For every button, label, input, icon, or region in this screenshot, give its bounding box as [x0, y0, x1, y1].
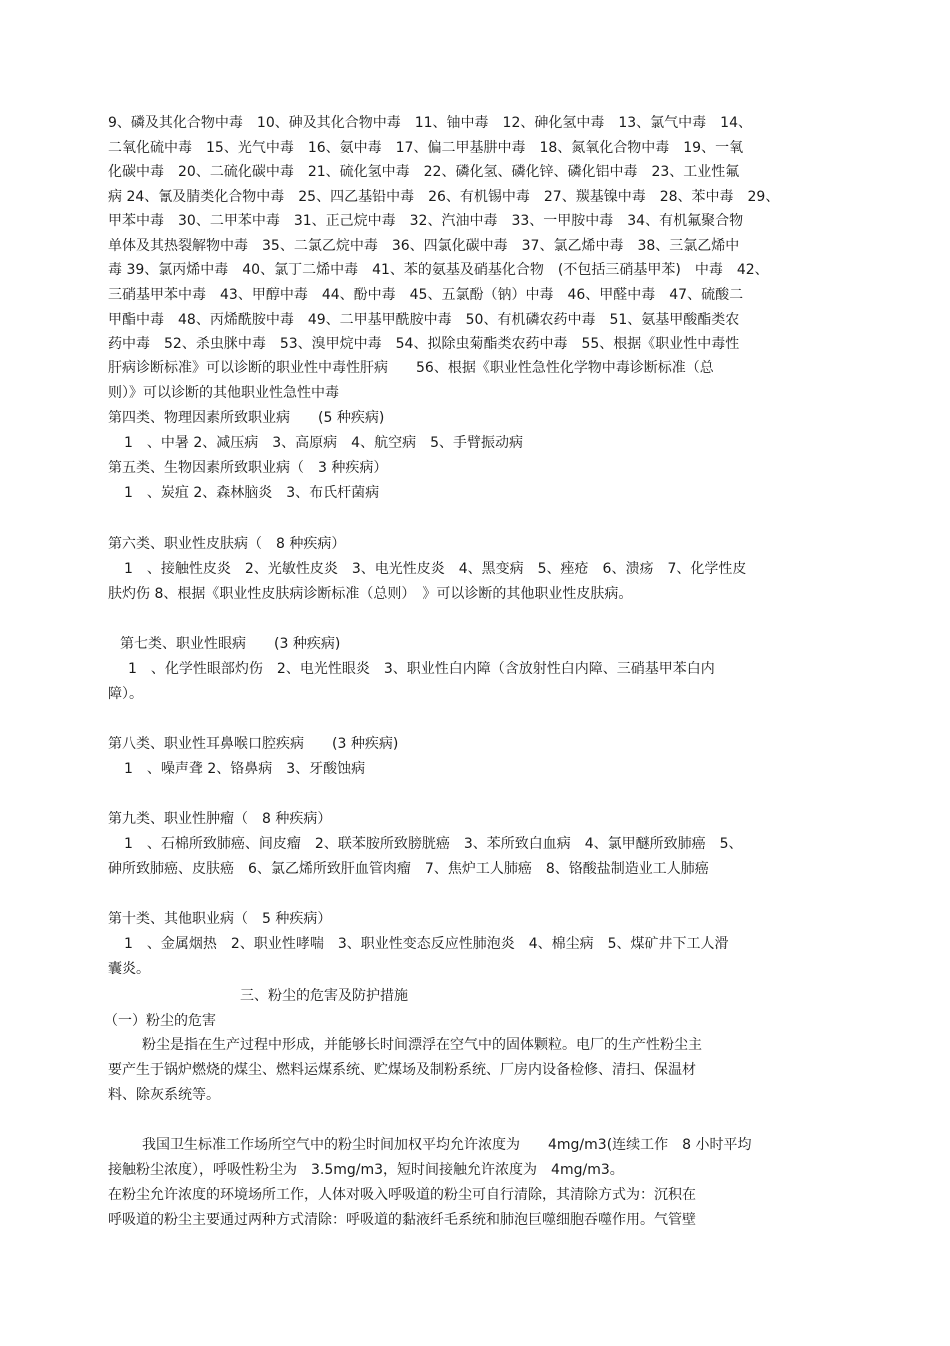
- section-heading: 第四类、物理因素所致职业病 (5 种疾病): [108, 410, 385, 426]
- sub-heading: （一）粉尘的危害: [104, 1013, 216, 1029]
- text-line: 囊炎。: [108, 961, 150, 977]
- text-line: 要产生于锅炉燃烧的煤尘、燃料运煤系统、贮煤场及制粉系统、厂房内设备检修、清扫、保温材: [108, 1062, 696, 1078]
- text-line: 单体及其热裂解物中毒 35、二氯乙烷中毒 36、四氯化碳中毒 37、氯乙烯中毒 38、三氯乙烯中: [108, 238, 740, 254]
- text-line: 砷所致肺癌、皮肤癌 6、氯乙烯所致肝血管肉瘤 7、焦炉工人肺癌 8、铬酸盐制造业工人肺癌: [108, 861, 709, 877]
- text-line: 药中毒 52、杀虫脒中毒 53、溴甲烷中毒 54、拟除虫菊酯类农药中毒 55、根据《职业性中毒性: [108, 336, 740, 352]
- text-line: 三硝基甲苯中毒 43、甲醇中毒 44、酚中毒 45、五氯酚（钠）中毒 46、甲醛中毒 47、硫酸二: [108, 287, 744, 303]
- text-line: 我国卫生标准工作场所空气中的粉尘时间加权平均允许浓度为 4mg/m3(连续工作 8 小时平均: [142, 1137, 752, 1153]
- text-line: 9、磷及其化合物中毒 10、砷及其化合物中毒 11、铀中毒 12、砷化氢中毒 13、氯气中毒 14、: [108, 115, 752, 131]
- section-heading: 第七类、职业性眼病 (3 种疾病): [120, 636, 341, 652]
- text-line: 肝病诊断标准》可以诊断的职业性中毒性肝病 56、根据《职业性急性化学物中毒诊断标准（总: [108, 360, 714, 376]
- section-heading: 第九类、职业性肿瘤（ 8 种疾病）: [108, 811, 332, 827]
- text-line: 肤灼伤 8、根据《职业性皮肤病诊断标准（总则） 》可以诊断的其他职业性皮肤病。: [108, 586, 633, 602]
- text-line: 1 、接触性皮炎 2、光敏性皮炎 3、电光性皮炎 4、黑变病 5、痤疮 6、溃疡 7、化学性皮: [124, 561, 747, 577]
- chapter-heading: 三、粉尘的危害及防护措施: [240, 988, 408, 1004]
- text-line: 1 、石棉所致肺癌、间皮瘤 2、联苯胺所致膀胱癌 3、苯所致白血病 4、氯甲醚所致肺癌 5、: [124, 836, 743, 852]
- text-line: 1 、金属烟热 2、职业性哮喘 3、职业性变态反应性肺泡炎 4、棉尘病 5、煤矿井下工人滑: [124, 936, 729, 952]
- text-line: 甲酯中毒 48、丙烯酰胺中毒 49、二甲基甲酰胺中毒 50、有机磷农药中毒 51、氨基甲酸酯类农: [108, 312, 740, 328]
- text-line: 毒 39、氯丙烯中毒 40、氯丁二烯中毒 41、苯的氨基及硝基化合物 (不包括三硝基甲苯) 中毒 42、: [108, 262, 769, 278]
- text-line: 呼吸道的粉尘主要通过两种方式清除：呼吸道的黏液纤毛系统和肺泡巨噬细胞吞噬作用。气管壁: [108, 1212, 696, 1228]
- text-line: 1 、炭疽 2、森林脑炎 3、布氏杆菌病: [124, 485, 380, 501]
- text-line: 二氧化硫中毒 15、光气中毒 16、氨中毒 17、偏二甲基肼中毒 18、氮氧化合物中毒 19、一氧: [108, 140, 744, 156]
- text-line: 1 、噪声聋 2、铬鼻病 3、牙酸蚀病: [124, 761, 366, 777]
- text-line: 1 、化学性眼部灼伤 2、电光性眼炎 3、职业性白内障（含放射性白内障、三硝基甲苯白内: [128, 661, 715, 677]
- text-line: 粉尘是指在生产过程中形成，并能够长时间漂浮在空气中的固体颗粒。电厂的生产性粉尘主: [142, 1037, 702, 1053]
- text-line: 病 24、氰及腈类化合物中毒 25、四乙基铅中毒 26、有机锡中毒 27、羰基镍中毒 28、苯中毒 29、: [108, 189, 780, 205]
- text-line: 接触粉尘浓度），呼吸性粉尘为 3.5mg/m3，短时间接触允许浓度为 4mg/m3。: [108, 1162, 624, 1178]
- text-line: 甲苯中毒 30、二甲苯中毒 31、正己烷中毒 32、汽油中毒 33、一甲胺中毒 34、有机氟聚合物: [108, 213, 744, 229]
- section-heading: 第五类、生物因素所致职业病（ 3 种疾病）: [108, 460, 388, 476]
- text-line: 化碳中毒 20、二硫化碳中毒 21、硫化氢中毒 22、磷化氢、磷化锌、磷化铝中毒 23、工业性氟: [108, 164, 740, 180]
- text-line: 则）》可以诊断的其他职业性急性中毒: [108, 385, 339, 401]
- section-heading: 第十类、其他职业病（ 5 种疾病）: [108, 911, 332, 927]
- text-line: 障）。: [108, 686, 143, 702]
- section-heading: 第八类、职业性耳鼻喉口腔疾病 (3 种疾病): [108, 736, 399, 752]
- section-heading: 第六类、职业性皮肤病（ 8 种疾病）: [108, 536, 346, 552]
- text-line: 1 、中暑 2、减压病 3、高原病 4、航空病 5、手臂振动病: [124, 435, 523, 451]
- text-line: 在粉尘允许浓度的环境场所工作，人体对吸入呼吸道的粉尘可自行清除，其清除方式为：沉积在: [108, 1187, 696, 1203]
- text-line: 料、除灰系统等。: [108, 1087, 220, 1103]
